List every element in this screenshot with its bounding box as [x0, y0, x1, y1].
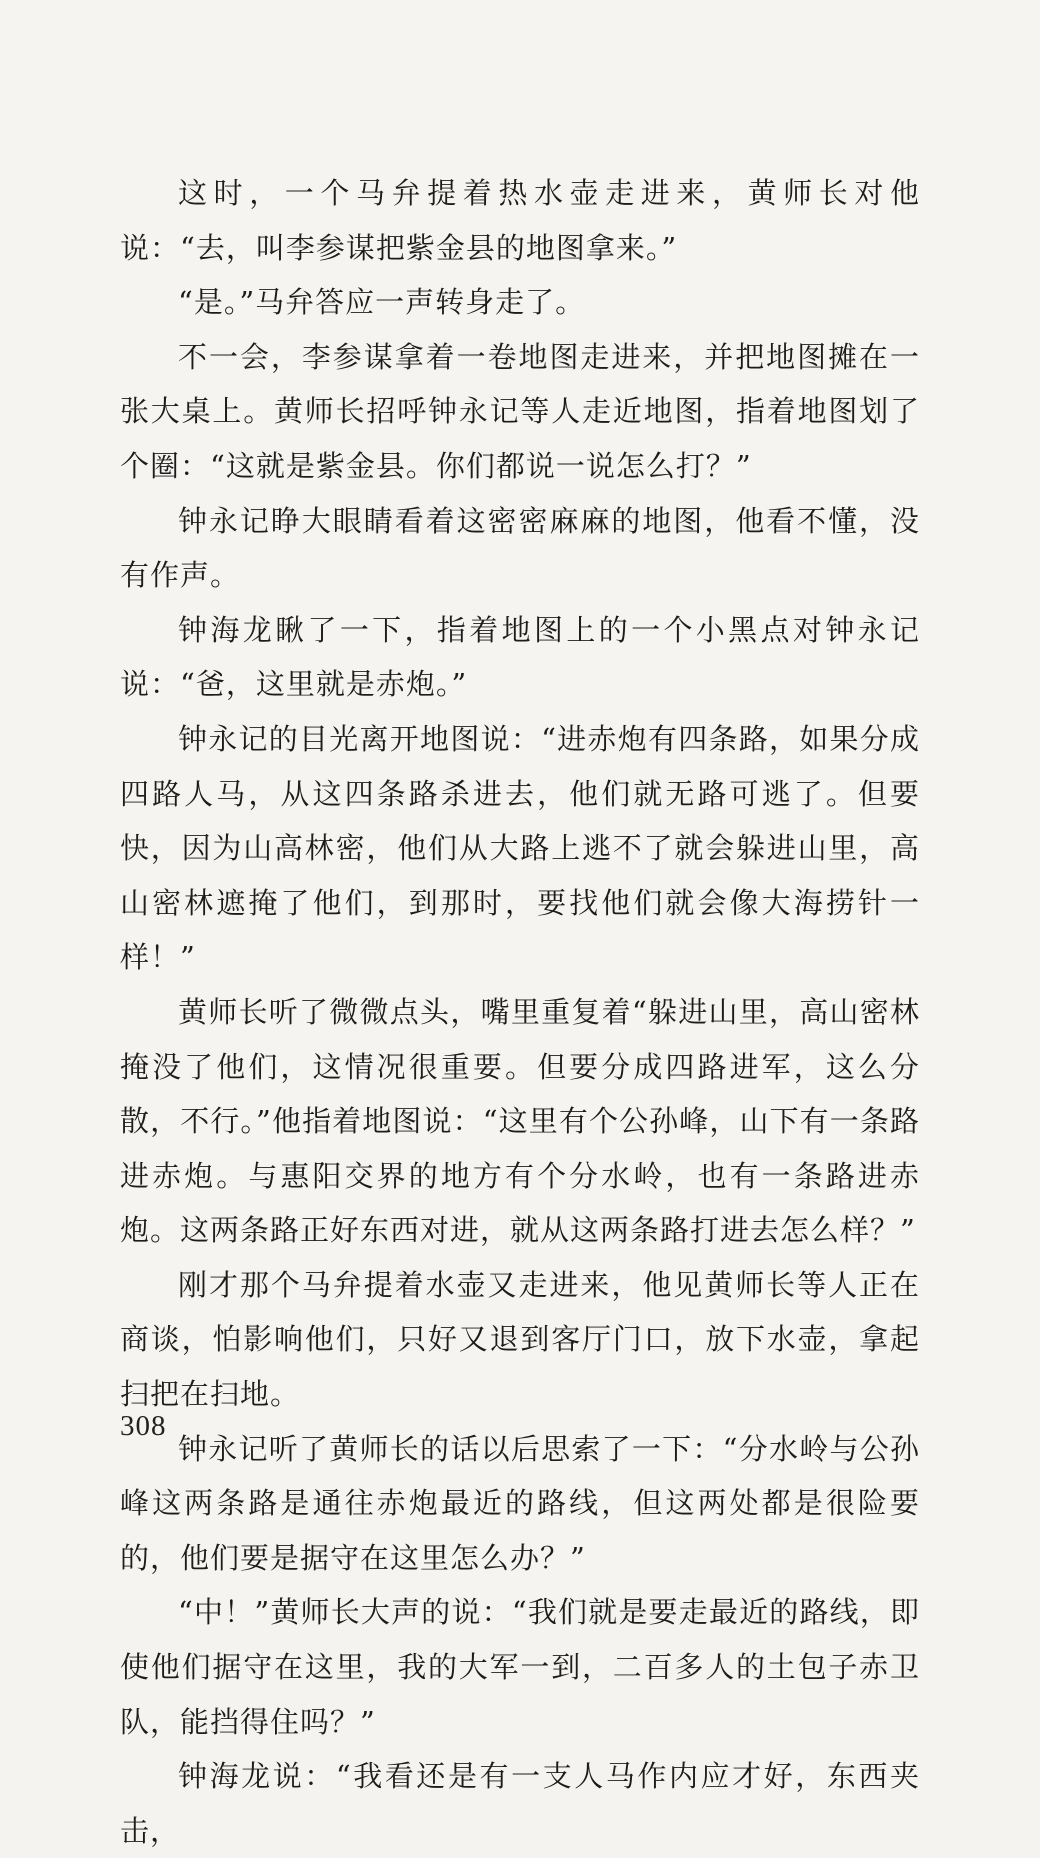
paragraph: 这时，一个马弁提着热水壶走进来，黄师长对他说：“去，叫李参谋把紫金县的地图拿来。”	[120, 176, 920, 265]
paragraph: 钟海龙说：“我看还是有一支人马作内应才好，东西夹击，	[120, 1759, 920, 1848]
page-number: 308	[120, 1410, 167, 1442]
paragraph: 钟永记睁大眼睛看着这密密麻麻的地图，他看不懂，没有作声。	[120, 503, 920, 593]
paragraph: “中！”黄师长大声的说：“我们就是要走最近的路线，即使他们据守在这里，我的大军一到，二百多人的土包子赤卫队，能挡得住吗？”	[120, 1595, 920, 1739]
paragraph: 钟永记的目光离开地图说：“进赤炮有四条路，如果分成四路人马，从这四条路杀进去，他们就无路可逃了。但要快，因为山高林密，他们从大路上逃不了就会躲进山里，高山密林遮掩了他们，到那时，要找他们就会像大海捞针一样！”	[120, 721, 920, 975]
paragraph: “是。”马弁答应一声转身走了。	[178, 285, 586, 320]
paragraph: 黄师长听了微微点头，嘴里重复着“躲进山里，高山密林掩没了他们，这情况很重要。但要分成四路进军，这么分散，不行。”他指着地图说：“这里有个公孙峰，山下有一条路进赤炮。与惠阳交界的地方有个分水岭，也有一条路进赤炮。这两条路正好东西对进，就从这两条路打进去怎么样？”	[120, 994, 920, 1248]
paragraph: 钟海龙瞅了一下，指着地图上的一个小黑点对钟永记说：“爸，这里就是赤炮。”	[120, 612, 920, 702]
body-text	[120, 166, 920, 1858]
paragraph: 钟永记听了黄师长的话以后思索了一下：“分水岭与公孙峰这两条路是通往赤炮最近的路线，但这两处都是很险要的，他们要是据守在这里怎么办？”	[120, 1431, 920, 1575]
paragraph: 不一会，李参谋拿着一卷地图走进来，并把地图摊在一张大桌上。黄师长招呼钟永记等人走近地图，指着地图划了个圈：“这就是紫金县。你们都说一说怎么打？”	[120, 339, 920, 483]
paragraph: 刚才那个马弁提着水壶又走进来，他见黄师长等人正在商谈，怕影响他们，只好又退到客厅门口，放下水壶，拿起扫把在扫地。	[120, 1267, 920, 1412]
